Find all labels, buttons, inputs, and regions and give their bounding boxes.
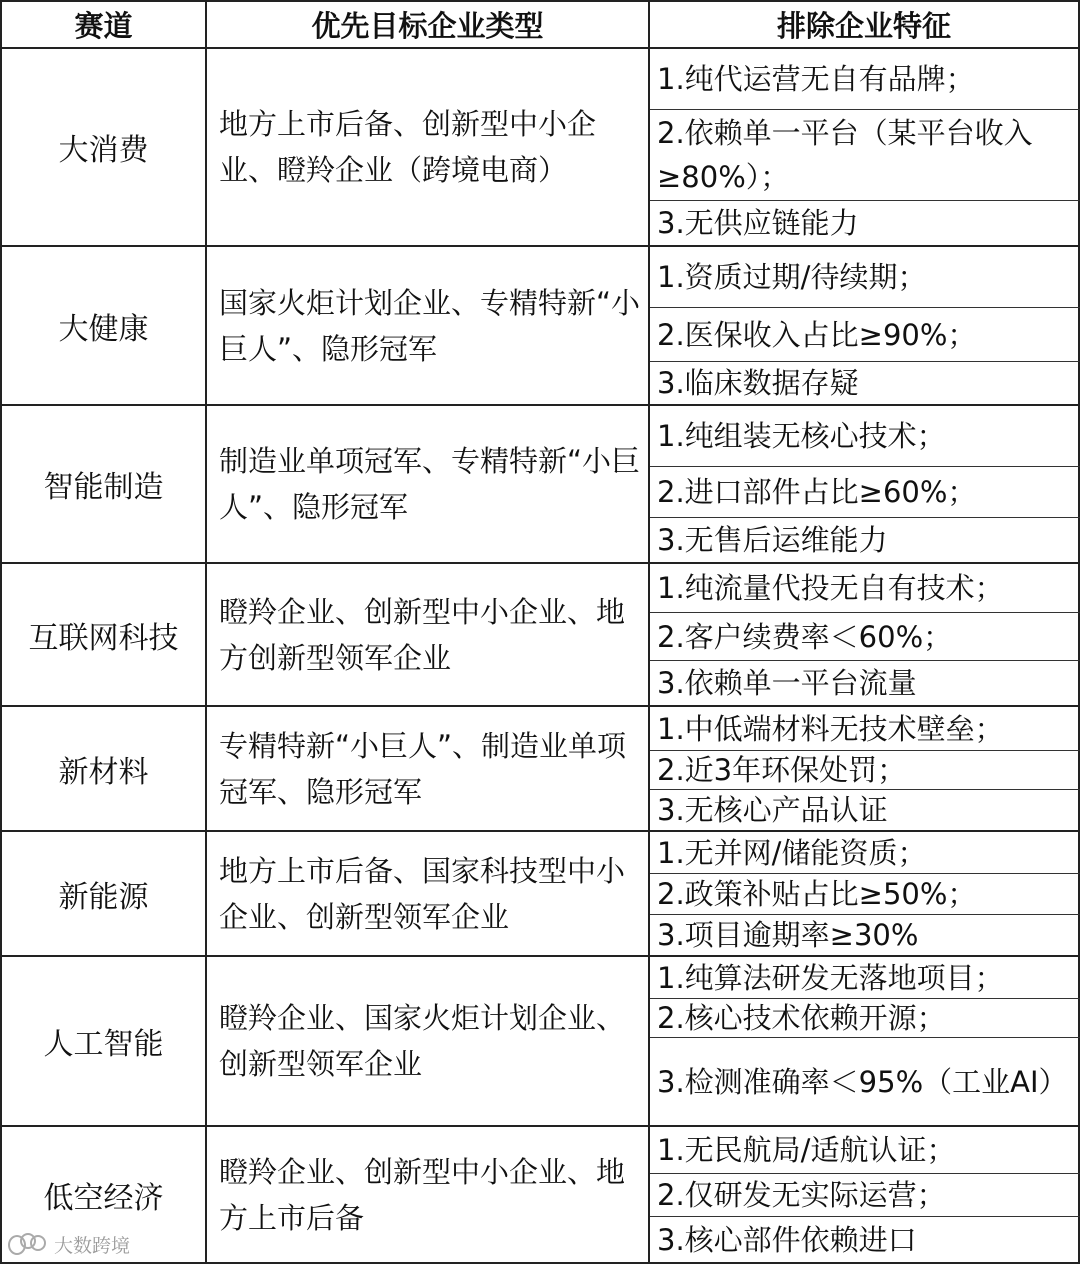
priority-cell: 瞪羚企业、创新型中小企业、地方创新型领军企业: [219, 594, 626, 675]
priority-cell: 地方上市后备、国家科技型中小企业、创新型领军企业: [219, 853, 626, 934]
header-track: 赛道: [74, 9, 133, 43]
exclusion-item: 1.纯算法研发无落地项目；: [657, 960, 1004, 995]
priority-cell: 地方上市后备、创新型中小企业、瞪羚企业（跨境电商）: [219, 107, 597, 187]
exclusion-item: 1.纯流量代投无自有技术；: [657, 571, 1004, 605]
exclusion-item: 2.客户续费率＜60%；: [657, 619, 953, 654]
category-cell: 人工智能: [43, 1027, 164, 1062]
category-cell: 互联网科技: [28, 620, 179, 656]
category-cell: 大消费: [58, 133, 149, 168]
exclusion-item: 2.医保收入占比≥90%；: [657, 317, 977, 352]
exclusion-item: 1.无并网/储能资质；: [657, 835, 927, 870]
exclusion-item: 3.无供应链能力: [657, 206, 859, 240]
watermark: [6, 1228, 130, 1260]
header-exclusion-features: 排除企业特征: [776, 9, 951, 43]
exclusion-item: 3.检测准确率＜95%（工业AI）: [657, 1064, 1068, 1099]
exclusion-item: 3.依赖单一平台流量: [657, 666, 917, 700]
exclusion-item: 3.项目逾期率≥30%: [657, 918, 919, 952]
category-cell: 新能源: [58, 879, 149, 915]
exclusion-item: 2.依赖单一平台（某平台收入≥80%）；: [657, 116, 1033, 194]
priority-cell: 国家火炬计划企业、专精特新“小巨人”、隐形冠军: [219, 285, 641, 366]
watermark-logo-icon: [6, 1231, 48, 1257]
exclusion-item: 2.进口部件占比≥60%；: [657, 475, 977, 509]
priority-cell: 瞪羚企业、国家火炬计划企业、创新型领军企业: [219, 1001, 626, 1081]
exclusion-item: 2.核心技术依赖开源；: [657, 1001, 946, 1035]
priority-cell: 制造业单项冠军、专精特新“小巨人”、隐形冠军: [219, 444, 641, 524]
exclusion-item: 3.临床数据存疑: [657, 366, 859, 400]
exclusion-item: 2.政策补贴占比≥50%；: [657, 877, 977, 911]
priority-cell: 瞪羚企业、创新型中小企业、地方上市后备: [219, 1154, 626, 1235]
exclusion-item: 3.核心部件依赖进口: [657, 1222, 917, 1257]
exclusion-item: 1.无民航局/适航认证；: [657, 1133, 956, 1167]
watermark-text: 大数跨境: [54, 1234, 131, 1257]
category-cell: 新材料: [58, 754, 149, 790]
category-cell: 大健康: [58, 311, 149, 347]
exclusion-item: 3.无售后运维能力: [657, 523, 888, 557]
header-priority-types: 优先目标企业类型: [311, 9, 544, 43]
exclusion-item: 2.近3年环保处罚；: [657, 753, 907, 787]
exclusion-item: 1.纯代运营无自有品牌；: [657, 62, 975, 96]
exclusion-item: 1.纯组装无核心技术；: [657, 419, 946, 453]
priority-cell: 专精特新“小巨人”、制造业单项冠军、隐形冠军: [219, 728, 627, 809]
category-cell: 智能制造: [43, 470, 164, 505]
exclusion-item: 2.仅研发无实际运营；: [657, 1178, 946, 1212]
exclusion-item: 3.无核心产品认证: [657, 793, 888, 827]
exclusion-item: 1.中低端材料无技术壁垒；: [657, 711, 1004, 746]
category-cell: 低空经济: [43, 1180, 164, 1216]
exclusion-item: 1.资质过期/待续期；: [657, 260, 927, 294]
